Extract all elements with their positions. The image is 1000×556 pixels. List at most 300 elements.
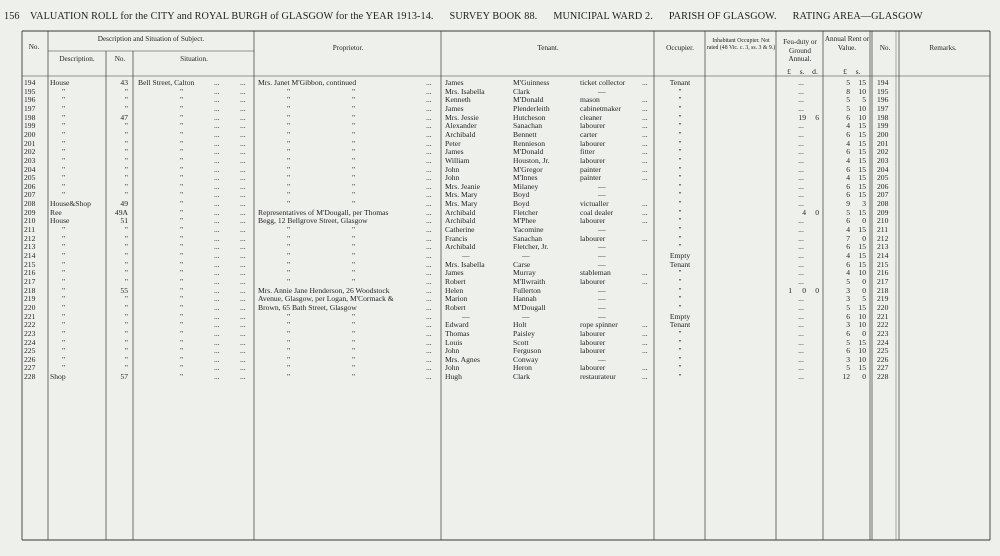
entry-number: 210: [24, 216, 36, 226]
entry-proprietor: ": [287, 112, 291, 122]
leader-dots: ...: [240, 276, 246, 286]
tenant-surname: M'Donald: [513, 147, 544, 157]
rent-shillings: 0: [862, 216, 866, 226]
occupier-status: Empty: [669, 311, 691, 321]
entry-proprietor: ": [287, 95, 291, 105]
entry-situation: ": [180, 112, 184, 122]
entry-proprietor: ": [287, 164, 291, 174]
entry-description: ": [62, 242, 66, 252]
leader-dots: ...: [426, 138, 432, 148]
leader-dots: ...: [642, 346, 648, 356]
entry-description: ": [62, 354, 66, 364]
entry-description: ": [62, 251, 66, 260]
rent-pounds: 3: [846, 294, 850, 304]
tenant-occupation: —: [598, 259, 606, 269]
entry-street-number: ": [124, 225, 128, 235]
leader-dots: ...: [426, 147, 432, 157]
leader-dots: ...: [798, 354, 804, 364]
tenant-surname: Bennett: [513, 129, 537, 139]
rent-shillings: 15: [858, 251, 866, 260]
rent-pounds: 12: [842, 372, 850, 382]
entry-number-right: 220: [877, 302, 889, 312]
tenant-surname: Fullerton: [513, 285, 541, 295]
occupier-status: ": [678, 190, 682, 200]
entry-description: House: [50, 216, 70, 226]
entry-situation: ": [180, 328, 184, 338]
col-occupier-header: Occupier.: [666, 44, 694, 52]
entry-number-right: 201: [877, 138, 889, 148]
rent-pounds: 4: [846, 225, 850, 235]
entry-description: ": [62, 147, 66, 157]
entry-description: House: [50, 78, 70, 87]
leader-dots: ...: [642, 216, 648, 226]
entry-situation: Bell Street, Calton: [138, 78, 195, 87]
tenant-surname: Ferguson: [513, 346, 542, 356]
entry-situation: ": [180, 147, 184, 157]
leader-dots: ...: [798, 190, 804, 200]
entry-proprietor-ditto: ": [352, 138, 356, 148]
entry-situation: ": [180, 190, 184, 200]
leader-dots: ...: [240, 95, 246, 105]
leader-dots: ...: [240, 259, 246, 269]
rent-shillings: 10: [858, 268, 866, 278]
entry-number: 212: [24, 233, 36, 243]
leader-dots: ...: [642, 337, 648, 347]
survey-book: SURVEY BOOK 88.: [449, 11, 538, 22]
entry-street-number: ": [124, 129, 128, 139]
occupier-status: Tenant: [669, 320, 691, 330]
entry-proprietor-ditto: ": [352, 268, 356, 278]
leader-dots: ...: [798, 129, 804, 139]
tenant-forename: Mrs. Isabella: [445, 86, 485, 96]
leader-dots: ...: [214, 164, 220, 174]
leader-dots: ...: [214, 276, 220, 286]
entry-proprietor: Mrs. Janet M'Gibbon, continued: [258, 78, 357, 87]
entry-proprietor: ": [287, 328, 291, 338]
occupier-status: ": [678, 129, 682, 139]
occupier-status: ": [678, 346, 682, 356]
entry-street-number: ": [124, 328, 128, 338]
leader-dots: ...: [240, 103, 246, 113]
leader-dots: ...: [798, 78, 804, 87]
entry-number: 228: [24, 372, 36, 382]
leader-dots: ...: [798, 268, 804, 278]
leader-dots: ...: [214, 78, 220, 87]
tenant-surname: M'Dougall: [513, 302, 546, 312]
entry-number-right: 214: [877, 251, 889, 260]
rent-pounds: 5: [846, 103, 850, 113]
feu-pence: 0: [815, 285, 819, 295]
tenant-occupation: cabinetmaker: [580, 103, 621, 113]
entry-number: 226: [24, 354, 36, 364]
entry-street-number: ": [124, 294, 128, 304]
leader-dots: ...: [426, 302, 432, 312]
tenant-forename: John: [445, 346, 460, 356]
entry-proprietor-ditto: ": [352, 276, 356, 286]
rent-pounds: 6: [846, 112, 850, 122]
leader-dots: ...: [426, 155, 432, 165]
entry-situation: ": [180, 354, 184, 364]
entry-street-number: ": [124, 276, 128, 286]
leader-dots: ...: [798, 251, 804, 260]
entry-proprietor-ditto: ": [352, 103, 356, 113]
entry-number-right: 206: [877, 181, 889, 191]
tenant-surname: Boyd: [513, 190, 530, 200]
entry-street-number: ": [124, 268, 128, 278]
entry-street-number: ": [124, 302, 128, 312]
rent-shillings: 10: [858, 354, 866, 364]
tenant-occupation: restaurateur: [580, 372, 616, 382]
tenant-forename: Robert: [445, 302, 466, 312]
tenant-forename: Edward: [445, 320, 469, 330]
leader-dots: ...: [240, 190, 246, 200]
rent-shillings: 0: [862, 233, 866, 243]
entry-proprietor: Brown, 65 Bath Street, Glasgow: [258, 302, 357, 312]
entry-proprietor-ditto: ": [352, 121, 356, 131]
entry-number-right: 217: [877, 276, 889, 286]
leader-dots: ...: [642, 95, 648, 105]
feu-shillings-unit: s.: [799, 67, 805, 76]
entry-street-number: ": [124, 155, 128, 165]
rent-pounds: 6: [846, 216, 850, 226]
leader-dots: ...: [214, 328, 220, 338]
entry-proprietor: Representatives of M'Dougall, per Thomas: [258, 207, 389, 217]
leader-dots: ...: [426, 112, 432, 122]
feu-pounds: 1: [788, 285, 792, 295]
col-annual-rent-header: Annual Rent or Value.: [824, 35, 870, 52]
leader-dots: ...: [798, 363, 804, 373]
leader-dots: ...: [426, 78, 432, 87]
leader-dots: ...: [214, 354, 220, 364]
tenant-forename: Kenneth: [445, 95, 471, 105]
leader-dots: ...: [426, 181, 432, 191]
tenant-forename: James: [445, 147, 464, 157]
entry-situation: ": [180, 225, 184, 235]
leader-dots: ...: [426, 354, 432, 364]
entry-proprietor-ditto: ": [352, 328, 356, 338]
rent-pounds: 3: [846, 320, 850, 330]
leader-dots: ...: [798, 242, 804, 252]
occupier-status: ": [678, 354, 682, 364]
entry-number: 209: [24, 207, 36, 217]
entry-number-right: 204: [877, 164, 889, 174]
entry-number-right: 226: [877, 354, 889, 364]
entry-street-number: ": [124, 354, 128, 364]
leader-dots: ...: [214, 129, 220, 139]
occupier-status: ": [678, 112, 682, 122]
entry-proprietor: ": [287, 363, 291, 373]
leader-dots: ...: [426, 225, 432, 235]
rent-pounds: 6: [846, 259, 850, 269]
leader-dots: ...: [240, 147, 246, 157]
entry-description: ": [62, 259, 66, 269]
leader-dots: ...: [642, 78, 648, 87]
rent-shillings: 15: [858, 259, 866, 269]
tenant-surname: Fletcher, Jr.: [513, 242, 549, 252]
leader-dots: ...: [426, 121, 432, 131]
tenant-occupation: labourer: [580, 233, 606, 243]
entry-proprietor: ": [287, 346, 291, 356]
entry-description: ": [62, 363, 66, 373]
feu-shillings: 4: [802, 207, 806, 217]
leader-dots: ...: [214, 103, 220, 113]
rent-pounds: 6: [846, 328, 850, 338]
leader-dots: ...: [214, 112, 220, 122]
tenant-surname: Paisley: [513, 328, 535, 338]
leader-dots: ...: [240, 112, 246, 122]
leader-dots: ...: [426, 95, 432, 105]
tenant-occupation: labourer: [580, 363, 606, 373]
entry-number-right: 227: [877, 363, 889, 373]
rent-pounds: 4: [846, 138, 850, 148]
entry-street-number: ": [124, 242, 128, 252]
entry-street-number: ": [124, 173, 128, 183]
leader-dots: ...: [798, 173, 804, 183]
entry-proprietor: ": [287, 190, 291, 200]
leader-dots: ...: [214, 285, 220, 295]
rent-shillings: 15: [858, 78, 866, 87]
tenant-forename: Archibald: [445, 207, 476, 217]
rent-shillings: 0: [862, 276, 866, 286]
leader-dots: ...: [642, 363, 648, 373]
leader-dots: ...: [642, 173, 648, 183]
entry-description: ": [62, 164, 66, 174]
entry-situation: ": [180, 86, 184, 96]
entry-number-right: 207: [877, 190, 889, 200]
leader-dots: ...: [426, 216, 432, 226]
entry-proprietor: ": [287, 251, 291, 260]
tenant-forename: —: [462, 311, 470, 321]
occupier-status: ": [678, 86, 682, 96]
rent-pounds-unit: £: [843, 67, 847, 76]
entry-situation: ": [180, 129, 184, 139]
entry-number: 223: [24, 328, 36, 338]
entry-number: 224: [24, 337, 36, 347]
leader-dots: ...: [214, 259, 220, 269]
leader-dots: ...: [426, 199, 432, 209]
rent-pounds: 7: [846, 233, 850, 243]
leader-dots: ...: [214, 233, 220, 243]
leader-dots: ...: [240, 207, 246, 217]
leader-dots: ...: [240, 372, 246, 382]
tenant-forename: Archibald: [445, 216, 476, 226]
leader-dots: ...: [240, 216, 246, 226]
leader-dots: ...: [642, 103, 648, 113]
entry-proprietor: ": [287, 103, 291, 113]
tenant-forename: Robert: [445, 276, 466, 286]
col-tenant-header: Tenant.: [537, 44, 559, 52]
leader-dots: ...: [214, 147, 220, 157]
leader-dots: ...: [426, 268, 432, 278]
entry-description: ": [62, 294, 66, 304]
entry-description: ": [62, 112, 66, 122]
leader-dots: ...: [426, 259, 432, 269]
tenant-occupation: —: [598, 242, 606, 252]
rent-shillings: 15: [858, 363, 866, 373]
occupier-status: ": [678, 121, 682, 131]
entry-number: 199: [24, 121, 36, 131]
entry-street-number: ": [124, 147, 128, 157]
entry-number: 213: [24, 242, 36, 252]
entry-number-right: 222: [877, 320, 889, 330]
entry-proprietor-ditto: ": [352, 225, 356, 235]
leader-dots: ...: [798, 103, 804, 113]
leader-dots: ...: [426, 207, 432, 217]
leader-dots: ...: [798, 95, 804, 105]
entry-description: ": [62, 103, 66, 113]
leader-dots: ...: [642, 121, 648, 131]
entry-situation: ": [180, 311, 184, 321]
tenant-surname: M'Gregor: [513, 164, 543, 174]
col-description-header: Description.: [59, 55, 95, 63]
entry-proprietor: ": [287, 155, 291, 165]
leader-dots: ...: [798, 294, 804, 304]
tenant-surname: Carse: [513, 259, 531, 269]
entry-situation: ": [180, 320, 184, 330]
tenant-occupation: —: [598, 190, 606, 200]
entry-number-right: 195: [877, 86, 889, 96]
entry-number: 216: [24, 268, 36, 278]
entry-description: ": [62, 233, 66, 243]
entry-number-right: 202: [877, 147, 889, 157]
rent-shillings: 15: [858, 138, 866, 148]
leader-dots: ...: [798, 311, 804, 321]
entry-proprietor: ": [287, 173, 291, 183]
leader-dots: ...: [798, 164, 804, 174]
rent-pounds: 8: [846, 86, 850, 96]
entry-proprietor: ": [287, 311, 291, 321]
leader-dots: ...: [240, 86, 246, 96]
tenant-occupation: —: [598, 302, 606, 312]
tenant-forename: Alexander: [445, 121, 477, 131]
tenant-forename: Catherine: [445, 225, 475, 235]
tenant-occupation: coal dealer: [580, 207, 614, 217]
occupier-status: ": [678, 138, 682, 148]
tenant-occupation: labourer: [580, 328, 606, 338]
rent-pounds: 6: [846, 147, 850, 157]
leader-dots: ...: [798, 337, 804, 347]
entry-situation: ": [180, 173, 184, 183]
entry-number: 211: [24, 225, 36, 235]
entry-proprietor: ": [287, 233, 291, 243]
entry-situation: ": [180, 285, 184, 295]
leader-dots: ...: [214, 155, 220, 165]
tenant-surname: M'Guinness: [513, 78, 550, 87]
tenant-surname: Rennieson: [513, 138, 546, 148]
entry-street-number: ": [124, 190, 128, 200]
tenant-surname: Milaney: [513, 181, 539, 191]
rent-pounds: 3: [846, 354, 850, 364]
entry-proprietor: ": [287, 268, 291, 278]
entry-proprietor-ditto: ": [352, 233, 356, 243]
entry-proprietor: ": [287, 129, 291, 139]
tenant-occupation: labourer: [580, 276, 606, 286]
entry-proprietor-ditto: ": [352, 173, 356, 183]
leader-dots: ...: [214, 190, 220, 200]
rent-shillings: 15: [858, 147, 866, 157]
leader-dots: ...: [214, 199, 220, 209]
entry-proprietor-ditto: ": [352, 86, 356, 96]
tenant-surname: Scott: [513, 337, 529, 347]
entry-situation: ": [180, 164, 184, 174]
tenant-surname: Hannah: [513, 294, 537, 304]
entry-proprietor: ": [287, 372, 291, 382]
leader-dots: ...: [426, 285, 432, 295]
entry-street-number: ": [124, 181, 128, 191]
rent-shillings: 15: [858, 302, 866, 312]
rent-shillings: 0: [862, 328, 866, 338]
occupier-status: ": [678, 147, 682, 157]
rent-pounds: 9: [846, 199, 850, 209]
entry-street-number: ": [124, 95, 128, 105]
entry-number-right: 223: [877, 328, 889, 338]
feu-pence-unit: d.: [812, 67, 818, 76]
feu-pence: 0: [815, 207, 819, 217]
tenant-surname: Holt: [513, 320, 527, 330]
rent-pounds: 4: [846, 251, 850, 260]
page-number: 156: [4, 11, 20, 22]
tenant-occupation: rope spinner: [580, 320, 618, 330]
leader-dots: ...: [214, 138, 220, 148]
entry-number-right: 205: [877, 173, 889, 183]
entry-situation: ": [180, 346, 184, 356]
entry-situation: ": [180, 216, 184, 226]
tenant-forename: Archibald: [445, 129, 476, 139]
leader-dots: ...: [214, 181, 220, 191]
entry-proprietor: ": [287, 225, 291, 235]
leader-dots: ...: [240, 242, 246, 252]
entry-proprietor-ditto: ": [352, 251, 356, 260]
leader-dots: ...: [642, 129, 648, 139]
leader-dots: ...: [798, 346, 804, 356]
entry-number-right: 218: [877, 285, 889, 295]
leader-dots: ...: [214, 363, 220, 373]
leader-dots: ...: [214, 207, 220, 217]
entry-number: 214: [24, 251, 36, 260]
rent-shillings: 15: [858, 129, 866, 139]
entry-number: 218: [24, 285, 36, 295]
entry-description: ": [62, 320, 66, 330]
tenant-occupation: —: [598, 285, 606, 295]
tenant-occupation: victualler: [580, 199, 609, 209]
leader-dots: ...: [642, 147, 648, 157]
entry-description: ": [62, 337, 66, 347]
rent-pounds: 6: [846, 129, 850, 139]
tenant-occupation: —: [598, 225, 606, 235]
leader-dots: ...: [798, 372, 804, 382]
leader-dots: ...: [240, 337, 246, 347]
tenant-forename: Mrs. Mary: [445, 199, 478, 209]
occupier-status: ": [678, 294, 682, 304]
tenant-forename: Mrs. Agnes: [445, 354, 481, 364]
rent-shillings: 15: [858, 337, 866, 347]
leader-dots: ...: [642, 268, 648, 278]
tenant-forename: Hugh: [445, 372, 462, 382]
entry-proprietor: ": [287, 138, 291, 148]
occupier-status: ": [678, 363, 682, 373]
tenant-occupation: labourer: [580, 121, 606, 131]
entry-number-right: 203: [877, 155, 889, 165]
tenant-surname: Heron: [513, 363, 532, 373]
leader-dots: ...: [798, 216, 804, 226]
tenant-forename: —: [462, 251, 470, 260]
entry-proprietor-ditto: ": [352, 337, 356, 347]
entry-proprietor: ": [287, 276, 291, 286]
tenant-forename: John: [445, 164, 460, 174]
leader-dots: ...: [214, 337, 220, 347]
rent-pounds: 6: [846, 181, 850, 191]
leader-dots: ...: [240, 311, 246, 321]
